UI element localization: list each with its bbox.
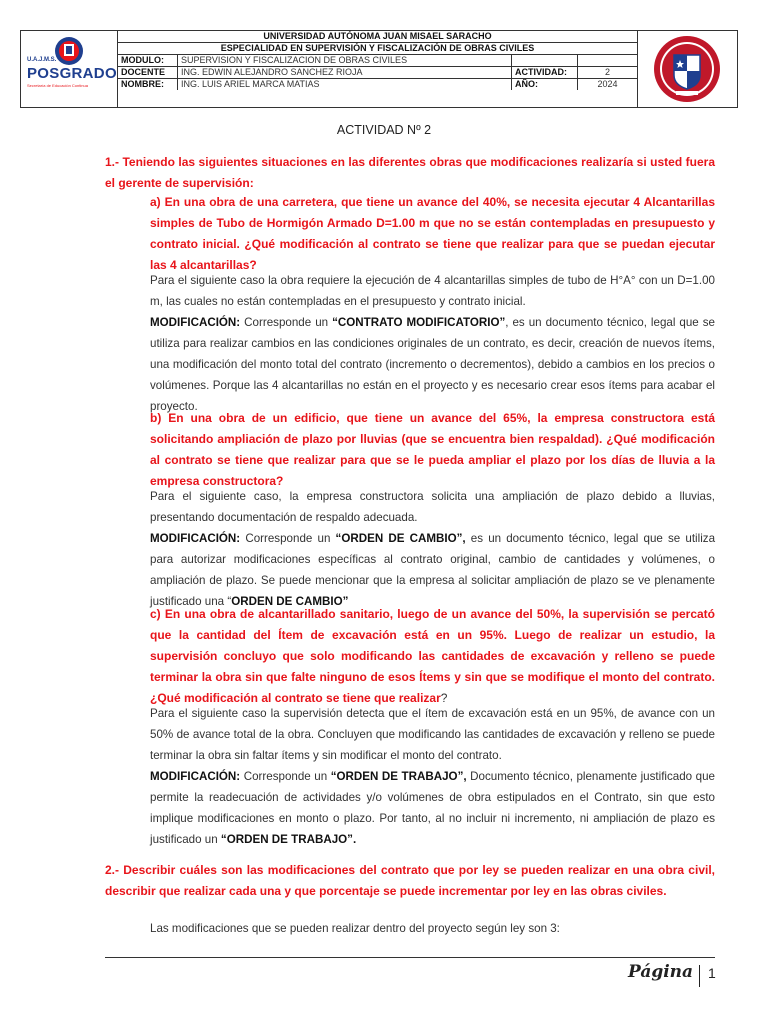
answer-1b-mod-type: “ORDEN DE CAMBIO”, [335,532,466,545]
question-2-heading: 2.- Describir cuáles son las modificaciones del contrato que por ley se pueden realizar en una obra civil, describir que realizar cada una y que porcentaje se puede incrementar por ley en las obras civiles. [105,863,715,898]
question-1a: a) En una obra de una carretera, que tiene un avance del 40%, se necesita ejecutar 4 Alcantarillas simples de Tubo de Hormigón Armado D=1.00 m que no se están contempladas en presupuesto y contrato inicial. ¿Qué modificación al contrato se tiene que realizar para que se puedan ejecutar las 4 alcantarillas? [150,195,715,272]
answer-1c-mod-type-end: “ORDEN DE TRABAJO”. [220,833,357,846]
answer-1b-intro: Para el siguiente caso, la empresa constructora solicita una ampliación de plazo debido a lluvias, presentando documentación de respaldo adecuada. [150,490,715,524]
docente-label: DOCENTE [118,67,178,78]
question-1c-mark: ? [440,691,448,705]
header-row-nombre [118,79,637,91]
logo-top-text: U.A.J.M.S. [27,57,57,63]
answer-1c-mod-type: “ORDEN DE TRABAJO”, [330,770,467,783]
answer-1a-mod-label: MODIFICACIÓN: [150,316,241,329]
university-seal-icon [638,31,736,107]
logo-sub-text: Secretaría de Educación Continua [27,83,88,88]
answer-1b-mod-pre: Corresponde un [240,532,336,545]
answer-2-intro: Las modificaciones que se pueden realizar dentro del proyecto según ley son 3: [150,922,560,935]
footer-divider [105,957,715,958]
answer-1c [150,703,715,850]
nombre-value: ING. LUIS ARIEL MARCA MATIAS [178,79,512,90]
answer-1c-mod-text: Documento técnico, plenamente justificado que permite la readecuación de actividades y/o volúmenes de obra estipulados en el Contrato, sin que esto implique modificaciones en monto o plazo. Por tanto, al no incluir ni incremento, ni ampliación de plazo es justificado un [150,770,716,846]
actividad-label: ACTIVIDAD: [512,67,578,78]
document-header [20,30,738,108]
docente-value: ING. EDWIN ALEJANDRO SANCHEZ RIOJA [178,67,512,78]
anio-value: 2024 [597,79,618,89]
header-info-table [118,31,637,107]
answer-1a [150,270,715,417]
nombre-label: NOMBRE: [118,79,178,90]
answer-1c-mod-label: MODIFICACIÓN: [150,770,241,783]
header-row-docente [118,67,637,79]
university-seal [637,31,737,107]
page-separator [699,965,700,987]
answer-1a-mod-type: “CONTRATO MODIFICATORIO” [332,316,506,329]
question-1-heading: 1.- Teniendo las siguientes situaciones en las diferentes obras que modificaciones realizaría si usted fuera el gerente de supervisión: [105,155,715,190]
answer-1b-mod-text: es un documento técnico, legal que se utiliza para autorizar modificaciones específicas al contrato original, cambio de cantidades y volúmenes, o ampliación de plazo. Se puede mencionar que la empresa al solicitar ampliación de plazo se ve plenamente justificado una “ [150,532,716,608]
question-1c [150,604,715,709]
page-number: 1 [708,965,716,981]
actividad-value: 2 [604,67,610,77]
answer-1c-mod-pre: Corresponde un [240,770,331,783]
modulo-blank-2 [578,55,637,66]
answer-1b [150,486,715,612]
page-label: Página [628,962,694,982]
logo-main-text: POSGRADO [27,65,117,82]
answer-1b-mod-type-end: ORDEN DE CAMBIO” [231,595,349,608]
answer-1a-mod-pre: Corresponde un [240,316,333,329]
modulo-blank-1 [512,55,578,66]
question-1b: b) En una obra de un edificio, que tiene un avance del 65%, la empresa constructora está solicitando ampliación de plazo por lluvias (que se encuentra bien respaldad). ¿Qué modificación al contrato se tiene que realizar para que se le pueda ampliar el plazo por los días de lluvia a la empresa constructora? [150,411,715,488]
answer-1a-mod-text: , es un documento técnico, legal que se utiliza para realizar cambios en las condiciones originales de un contrato, es decir, creación de nuevos ítems, una modificación del monto total del contrato (incremento o decrementos), debido a cambios en los precios o volúmenes. Porque las 4 alcantarillas no están en el proyecto y es necesario crear esos ítems para acabar el proyecto. [150,316,715,413]
modulo-value: SUPERVISION Y FISCALIZACION DE OBRAS CIVILES [178,55,512,66]
question-1c-text: c) En una obra de alcantarillado sanitario, luego de un avance del 50%, la supervisión se percató que la cantidad del Ítem de excavación está en un 95%. Luego de realizar un estudio, la supervisión concluyo que solo modificando las cantidades de excavación y relleno se puede terminar la obra sin que falte ninguno de esos Ítems y sin que se modifique el monto del contrato. ¿Qué modificación al contrato se tiene que realizar [150,607,715,705]
activity-title: ACTIVIDAD Nº 2 [336,123,432,137]
modulo-label: MODULO: [118,55,178,66]
anio-label: AÑO: [512,79,578,90]
posgrado-logo [21,31,118,107]
answer-1a-intro: Para el siguiente caso la obra requiere la ejecución de 4 alcantarillas simples de tubo de H°A° con un D=1.00 m, las cuales no están contempladas en el presupuesto y contrato inicial. [150,274,715,308]
header-university: UNIVERSIDAD AUTÓNOMA JUAN MISAEL SARACHO [118,31,637,43]
answer-1b-mod-label: MODIFICACIÓN: [150,532,241,545]
header-row-modulo [118,55,637,67]
answer-1c-intro: Para el siguiente caso la supervisión detecta que el ítem de excavación está en un 95%, de avance con un 50% de avance total de la obra. Concluyen que modificando las cantidades de excavación y relleno se puede terminar la obra sin faltar ítems y sin modificar el monto del contrato. [150,707,715,762]
header-program: ESPECIALIDAD EN SUPERVISIÓN Y FISCALIZACIÓN DE OBRAS CIVILES [118,43,637,55]
